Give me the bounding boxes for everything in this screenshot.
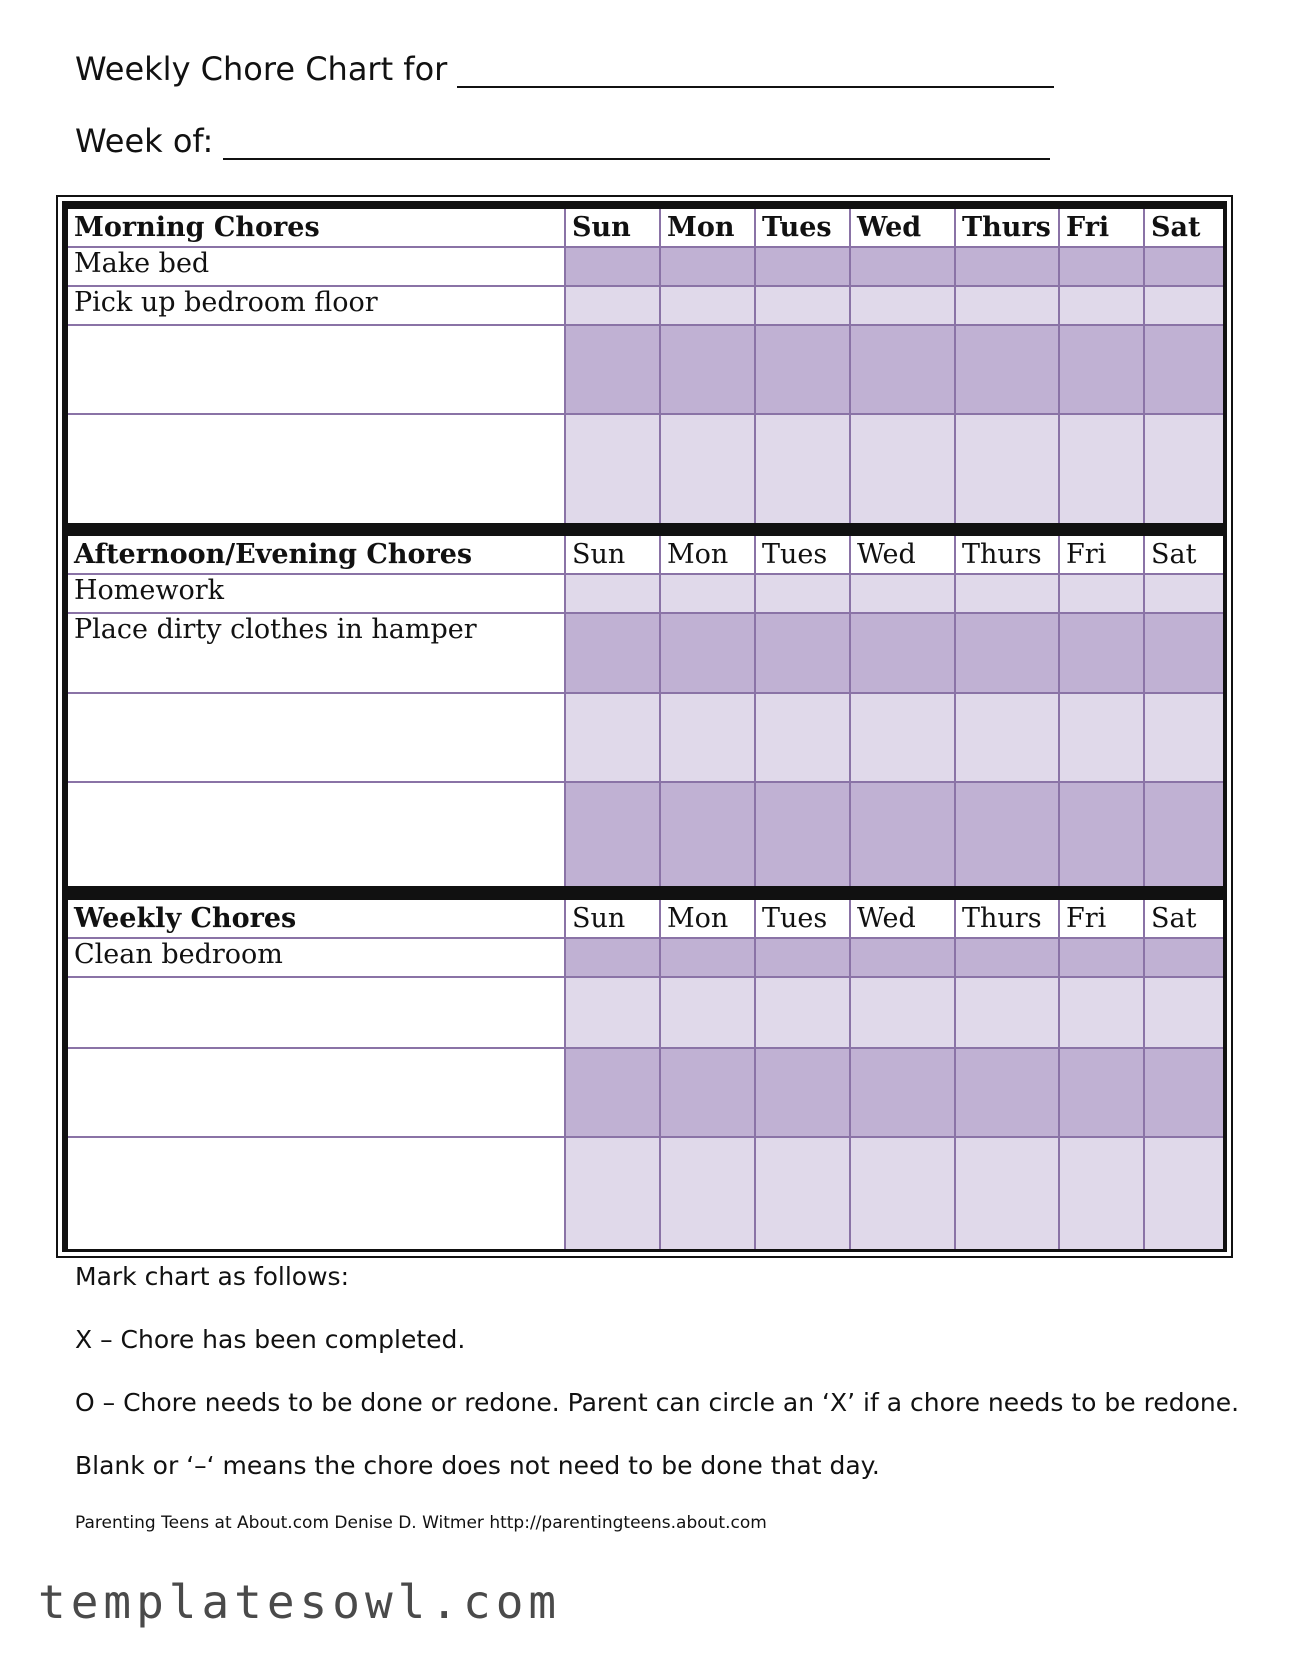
week-of-field[interactable] <box>223 128 1050 160</box>
day-cell[interactable] <box>1059 977 1144 1048</box>
day-header: Wed <box>850 536 955 574</box>
chart-for-line <box>75 50 1054 88</box>
day-cell[interactable] <box>1144 325 1223 414</box>
day-cell[interactable] <box>1059 782 1144 886</box>
day-cell[interactable] <box>755 325 850 414</box>
day-cell[interactable] <box>660 574 755 613</box>
day-header: Tues <box>755 209 850 247</box>
day-header: Mon <box>660 900 755 938</box>
chore-name[interactable] <box>68 782 565 886</box>
day-cell[interactable] <box>565 938 660 977</box>
section-title: Morning Chores <box>68 209 565 247</box>
chore-row <box>68 325 1223 414</box>
day-cell[interactable] <box>1144 1048 1223 1137</box>
day-cell[interactable] <box>850 1137 955 1249</box>
day-cell[interactable] <box>955 977 1059 1048</box>
day-cell[interactable] <box>850 613 955 693</box>
day-cell[interactable] <box>565 613 660 693</box>
day-cell[interactable] <box>565 782 660 886</box>
day-header: Sun <box>565 209 660 247</box>
day-cell[interactable] <box>955 286 1059 325</box>
day-header: Fri <box>1059 900 1144 938</box>
day-cell[interactable] <box>660 1048 755 1137</box>
legend-intro: Mark chart as follows: <box>75 1262 349 1291</box>
day-cell[interactable] <box>660 1137 755 1249</box>
day-cell[interactable] <box>1059 325 1144 414</box>
chore-row <box>68 247 1223 286</box>
legend-x-rule: X – Chore has been completed. <box>75 1325 466 1354</box>
day-cell[interactable] <box>660 693 755 782</box>
chore-row <box>68 574 1223 613</box>
day-cell[interactable] <box>755 286 850 325</box>
chore-row <box>68 938 1223 977</box>
weekly-section <box>65 897 1226 1252</box>
chore-name[interactable]: Clean bedroom <box>68 938 565 977</box>
day-cell[interactable] <box>850 247 955 286</box>
section-header-row <box>68 209 1223 247</box>
day-cell[interactable] <box>755 414 850 523</box>
day-cell[interactable] <box>755 938 850 977</box>
day-cell[interactable] <box>1144 286 1223 325</box>
section-header-row <box>68 900 1223 938</box>
day-cell[interactable] <box>1144 693 1223 782</box>
chore-name[interactable]: Pick up bedroom floor <box>68 286 565 325</box>
day-cell[interactable] <box>755 782 850 886</box>
day-cell[interactable] <box>1059 574 1144 613</box>
week-of-line <box>75 122 1050 160</box>
day-header: Thurs <box>955 900 1059 938</box>
chore-name[interactable] <box>68 977 565 1048</box>
section-title: Weekly Chores <box>68 900 565 938</box>
day-cell[interactable] <box>660 938 755 977</box>
day-cell[interactable] <box>755 693 850 782</box>
day-cell[interactable] <box>1144 414 1223 523</box>
day-cell[interactable] <box>755 247 850 286</box>
day-cell[interactable] <box>1144 782 1223 886</box>
day-cell[interactable] <box>660 782 755 886</box>
day-header: Fri <box>1059 209 1144 247</box>
day-header: Sat <box>1144 900 1223 938</box>
chore-row <box>68 693 1223 782</box>
credit-line: Parenting Teens at About.com Denise D. Witmer http://parentingteens.about.com <box>75 1513 767 1533</box>
chore-name[interactable] <box>68 693 565 782</box>
day-cell[interactable] <box>660 247 755 286</box>
chore-row <box>68 414 1223 523</box>
child-name-field[interactable] <box>457 56 1054 88</box>
day-cell[interactable] <box>565 286 660 325</box>
day-header: Mon <box>660 536 755 574</box>
legend-blank-rule: Blank or ‘–‘ means the chore does not need to be done that day. <box>75 1451 880 1480</box>
day-header: Wed <box>850 900 955 938</box>
day-header: Thurs <box>955 209 1059 247</box>
chore-row <box>68 286 1223 325</box>
day-cell[interactable] <box>850 782 955 886</box>
day-cell[interactable] <box>850 286 955 325</box>
day-cell[interactable] <box>755 1137 850 1249</box>
day-cell[interactable] <box>1144 574 1223 613</box>
day-cell[interactable] <box>1059 613 1144 693</box>
day-header: Tues <box>755 536 850 574</box>
day-cell[interactable] <box>565 414 660 523</box>
day-header: Thurs <box>955 536 1059 574</box>
day-cell[interactable] <box>660 613 755 693</box>
chore-name[interactable]: Homework <box>68 574 565 613</box>
day-cell[interactable] <box>660 325 755 414</box>
chore-name[interactable] <box>68 325 565 414</box>
legend-o-rule: O – Chore needs to be done or redone. Parent can circle an ‘X’ if a chore needs to be redone. <box>75 1388 1240 1417</box>
day-header: Mon <box>660 209 755 247</box>
chore-name[interactable]: Place dirty clothes in hamper <box>68 613 565 693</box>
day-cell[interactable] <box>565 977 660 1048</box>
day-cell[interactable] <box>1144 247 1223 286</box>
day-cell[interactable] <box>1144 1137 1223 1249</box>
week-of-label: Week of: <box>75 122 214 160</box>
day-cell[interactable] <box>1144 938 1223 977</box>
day-cell[interactable] <box>755 1048 850 1137</box>
chore-name[interactable] <box>68 1137 565 1249</box>
section-header-row <box>68 536 1223 574</box>
day-cell[interactable] <box>1059 1048 1144 1137</box>
day-cell[interactable] <box>850 325 955 414</box>
afternoon-section <box>65 533 1226 889</box>
day-cell[interactable] <box>660 414 755 523</box>
day-cell[interactable] <box>955 574 1059 613</box>
day-cell[interactable] <box>955 938 1059 977</box>
chore-name[interactable]: Make bed <box>68 247 565 286</box>
day-header: Fri <box>1059 536 1144 574</box>
day-header: Sun <box>565 900 660 938</box>
day-cell[interactable] <box>565 325 660 414</box>
day-cell[interactable] <box>850 414 955 523</box>
day-cell[interactable] <box>1059 247 1144 286</box>
chore-row <box>68 613 1223 693</box>
day-cell[interactable] <box>955 325 1059 414</box>
day-cell[interactable] <box>850 574 955 613</box>
watermark: templatesowl.com <box>38 1575 562 1629</box>
day-cell[interactable] <box>955 1137 1059 1249</box>
day-cell[interactable] <box>660 286 755 325</box>
day-header: Wed <box>850 209 955 247</box>
day-cell[interactable] <box>755 574 850 613</box>
day-cell[interactable] <box>850 938 955 977</box>
day-cell[interactable] <box>565 1137 660 1249</box>
section-title: Afternoon/Evening Chores <box>68 536 565 574</box>
day-cell[interactable] <box>565 247 660 286</box>
day-cell[interactable] <box>955 1048 1059 1137</box>
chore-row <box>68 977 1223 1048</box>
day-cell[interactable] <box>955 782 1059 886</box>
day-cell[interactable] <box>955 693 1059 782</box>
day-cell[interactable] <box>850 693 955 782</box>
day-cell[interactable] <box>955 247 1059 286</box>
chore-row <box>68 1048 1223 1137</box>
day-cell[interactable] <box>1144 977 1223 1048</box>
chore-name[interactable] <box>68 414 565 523</box>
day-cell[interactable] <box>955 414 1059 523</box>
day-cell[interactable] <box>755 613 850 693</box>
day-cell[interactable] <box>1059 286 1144 325</box>
day-header: Sat <box>1144 209 1223 247</box>
day-header: Tues <box>755 900 850 938</box>
day-cell[interactable] <box>755 977 850 1048</box>
day-cell[interactable] <box>660 977 755 1048</box>
chore-name[interactable] <box>68 1048 565 1137</box>
chore-row <box>68 1137 1223 1249</box>
day-cell[interactable] <box>1059 1137 1144 1249</box>
day-cell[interactable] <box>1059 938 1144 977</box>
day-cell[interactable] <box>565 574 660 613</box>
morning-section <box>65 206 1226 526</box>
day-cell[interactable] <box>565 693 660 782</box>
day-cell[interactable] <box>565 1048 660 1137</box>
day-header: Sun <box>565 536 660 574</box>
chart-title-label: Weekly Chore Chart for <box>75 50 448 88</box>
day-cell[interactable] <box>1059 414 1144 523</box>
day-cell[interactable] <box>850 977 955 1048</box>
day-cell[interactable] <box>955 613 1059 693</box>
day-cell[interactable] <box>1144 613 1223 693</box>
day-cell[interactable] <box>1059 693 1144 782</box>
day-cell[interactable] <box>850 1048 955 1137</box>
chore-row <box>68 782 1223 886</box>
day-header: Sat <box>1144 536 1223 574</box>
